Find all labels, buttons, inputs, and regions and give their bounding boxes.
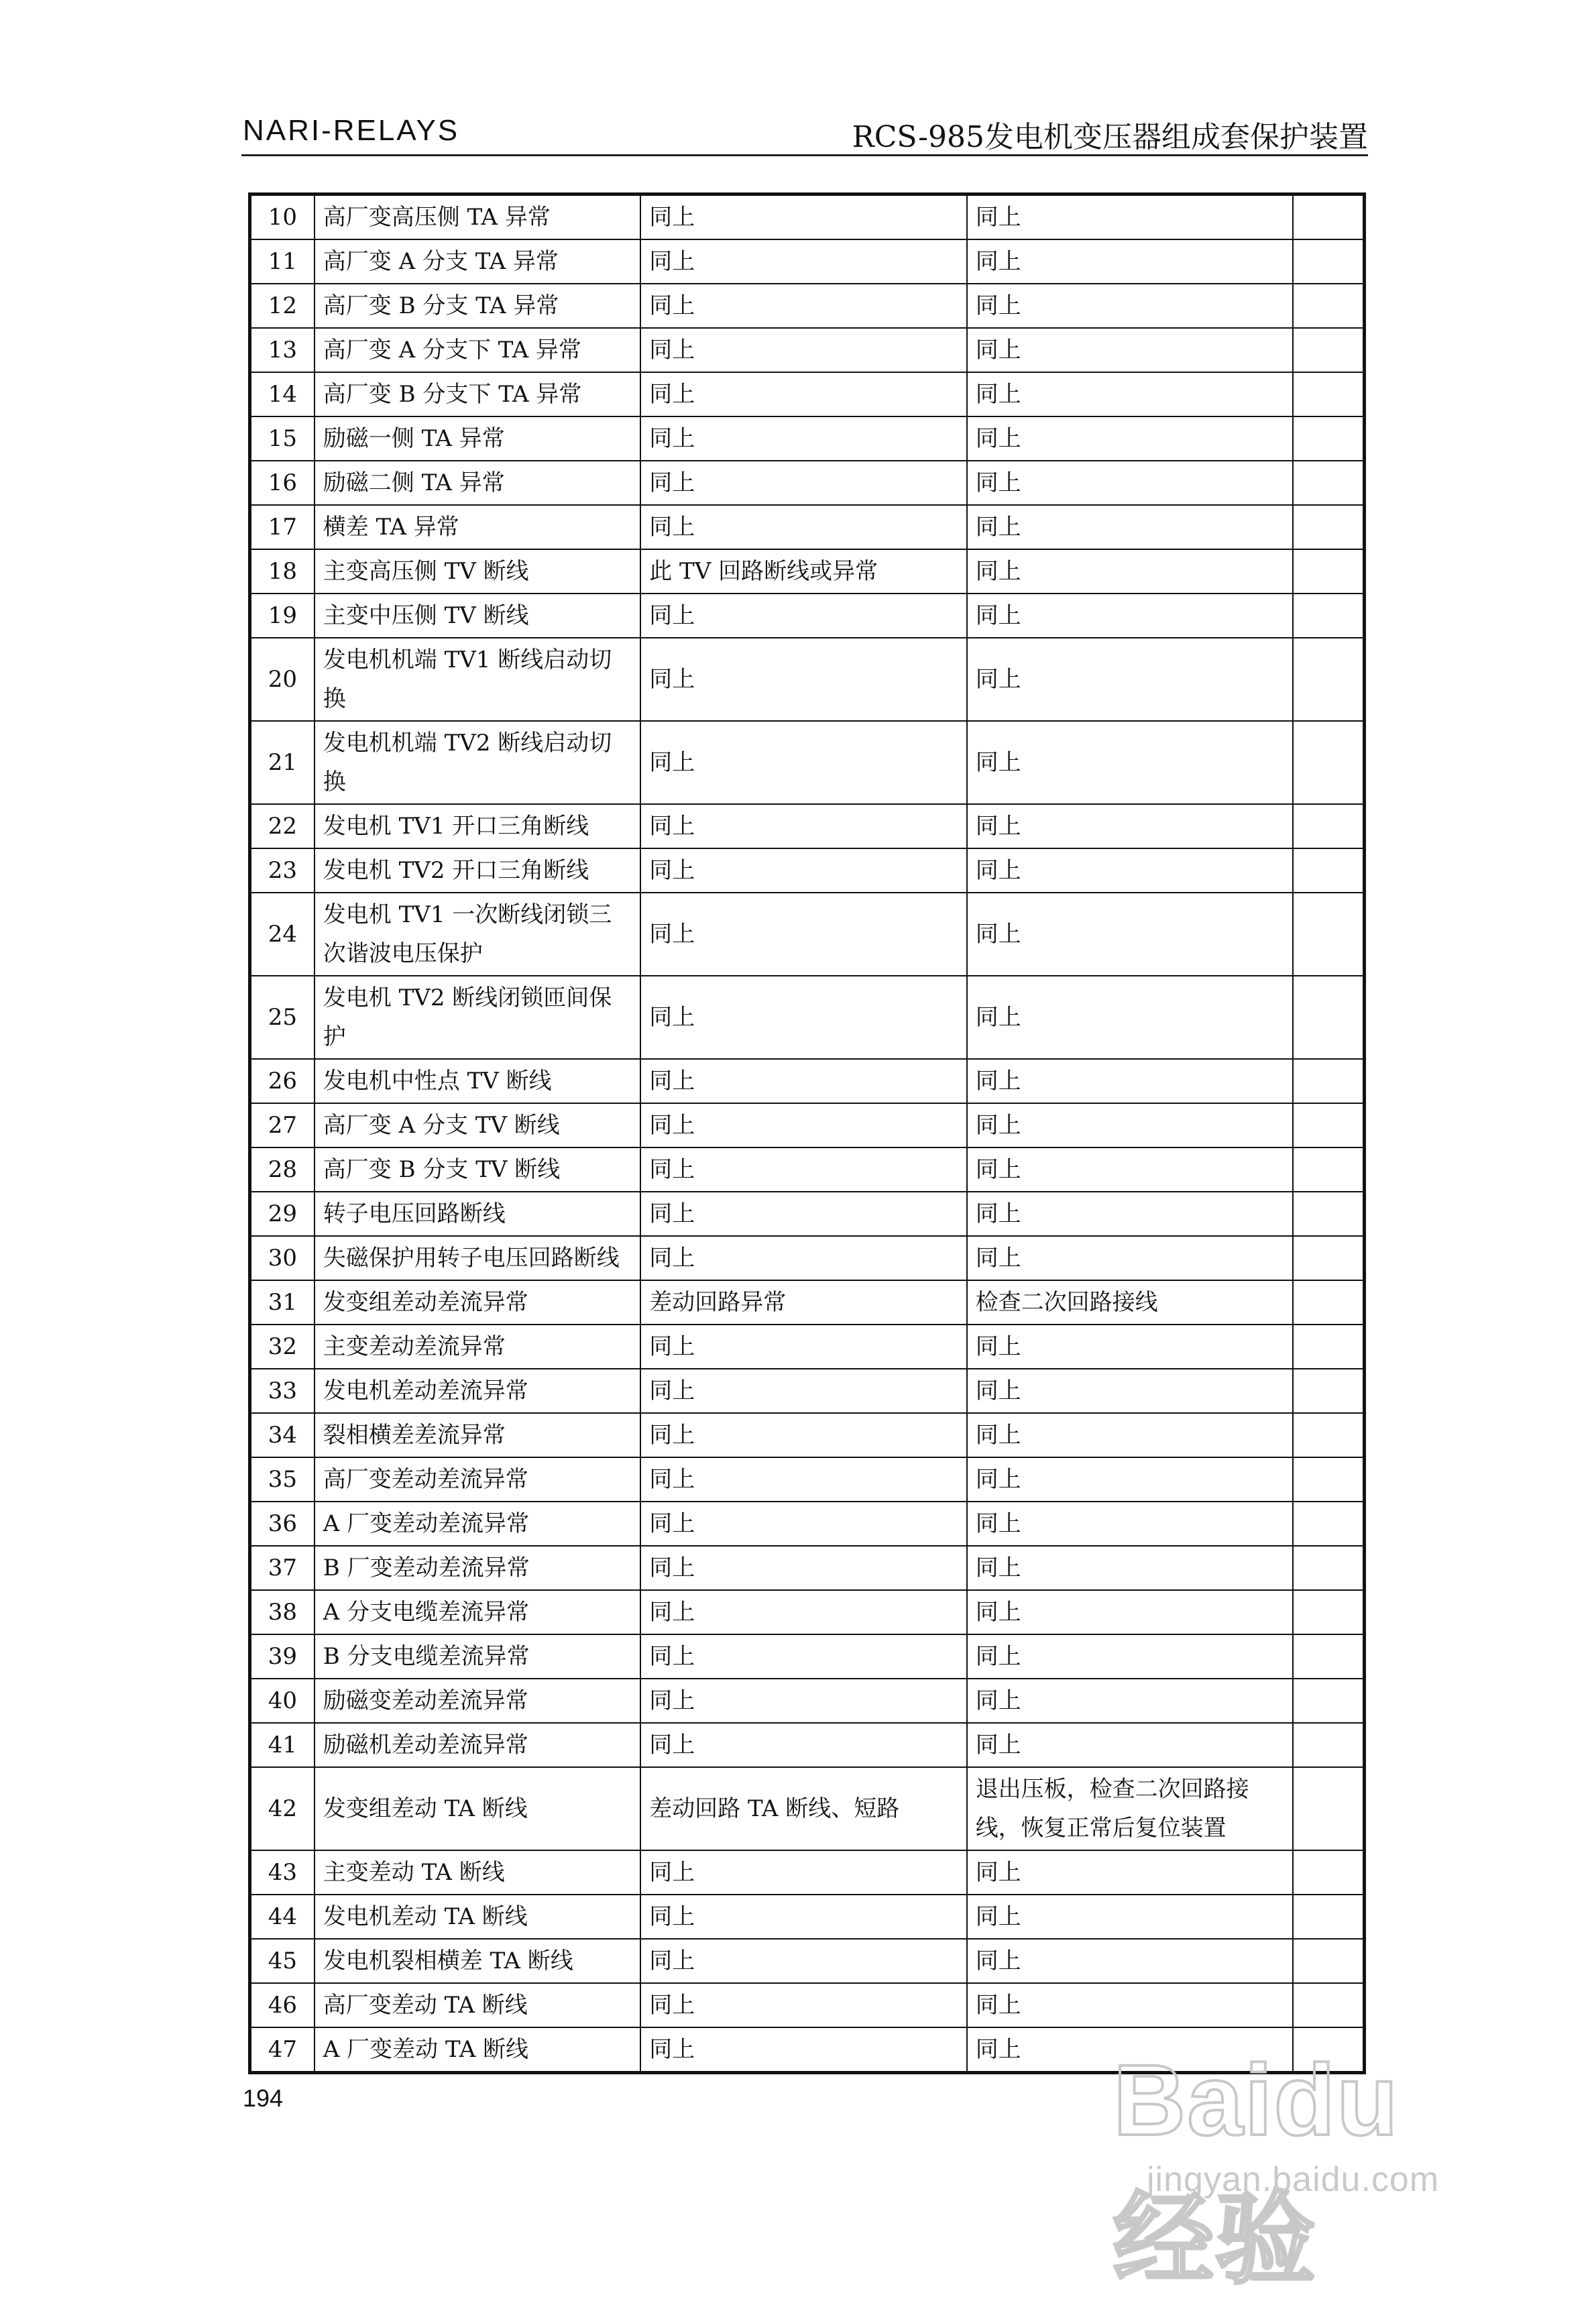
row-number: 19: [250, 594, 315, 638]
row-number: 31: [250, 1280, 315, 1325]
alarm-remark: [1293, 239, 1364, 284]
alarm-meaning: 同上: [640, 284, 966, 328]
alarm-remark: [1293, 549, 1364, 594]
alarm-meaning: 同上: [640, 594, 966, 638]
alarm-name: 发变组差动差流异常: [315, 1280, 640, 1325]
alarm-meaning: 同上: [640, 194, 966, 240]
alarm-remark: [1293, 893, 1364, 976]
alarm-name: 高厂变 B 分支 TV 断线: [315, 1147, 640, 1192]
table-row: [250, 239, 1365, 284]
alarm-remark: [1293, 1679, 1364, 1723]
table-row: [250, 284, 1365, 328]
alarm-action: 同上: [967, 804, 1293, 848]
watermark-logo: Baidu 经验: [1113, 2043, 1400, 2296]
alarm-remark: [1293, 1457, 1364, 1502]
alarm-name: A 厂变差动 TA 断线: [315, 2027, 640, 2073]
row-number: 17: [250, 505, 315, 549]
alarm-action: 同上: [967, 1457, 1293, 1502]
alarm-action: 同上: [967, 549, 1293, 594]
table-row: [250, 505, 1365, 549]
watermark-url: jingyan.baidu.com: [1147, 2160, 1440, 2199]
alarm-name: 高厂变高压侧 TA 异常: [315, 194, 640, 240]
alarm-action: 退出压板，检查二次回路接线，恢复正常后复位装置: [967, 1767, 1293, 1850]
table-row: [250, 1502, 1365, 1546]
alarm-meaning: 同上: [640, 1983, 966, 2027]
alarm-meaning: 同上: [640, 1590, 966, 1634]
table-row: [250, 1325, 1365, 1369]
alarm-remark: [1293, 1325, 1364, 1369]
alarm-action: 同上: [967, 721, 1293, 804]
row-number: 27: [250, 1103, 315, 1147]
table-row: [250, 1147, 1365, 1192]
alarm-remark: [1293, 1590, 1364, 1634]
alarm-remark: [1293, 1147, 1364, 1192]
alarm-remark: [1293, 976, 1364, 1059]
alarm-action: 同上: [967, 284, 1293, 328]
alarm-action: 同上: [967, 1325, 1293, 1369]
alarm-meaning: 同上: [640, 1679, 966, 1723]
alarm-meaning: 同上: [640, 976, 966, 1059]
alarm-name: 主变差动差流异常: [315, 1325, 640, 1369]
alarm-name: 发电机差动 TA 断线: [315, 1895, 640, 1939]
alarm-remark: [1293, 1939, 1364, 1983]
alarm-name: 高厂变 A 分支 TV 断线: [315, 1103, 640, 1147]
alarm-remark: [1293, 1059, 1364, 1103]
alarm-name: 励磁一侧 TA 异常: [315, 416, 640, 461]
alarm-name: 发电机中性点 TV 断线: [315, 1059, 640, 1103]
alarm-remark: [1293, 1546, 1364, 1590]
header-document-title: RCS-985发电机变压器组成套保护装置: [852, 120, 1368, 154]
row-number: 38: [250, 1590, 315, 1634]
table-row: [250, 1895, 1365, 1939]
table-row: [250, 1103, 1365, 1147]
table-row: [250, 893, 1365, 976]
table-row: [250, 721, 1365, 804]
alarm-remark: [1293, 1502, 1364, 1546]
alarm-name: 发电机 TV2 断线闭锁匝间保护: [315, 976, 640, 1059]
alarm-action: 同上: [967, 1723, 1293, 1767]
table-row: [250, 1939, 1365, 1983]
alarm-action: 同上: [967, 638, 1293, 721]
alarm-remark: [1293, 1767, 1364, 1850]
alarm-meaning: 同上: [640, 1457, 966, 1502]
row-number: 39: [250, 1634, 315, 1679]
table-row: [250, 976, 1365, 1059]
alarm-action: 同上: [967, 1590, 1293, 1634]
alarm-meaning: 同上: [640, 1103, 966, 1147]
alarm-name: 发电机机端 TV1 断线启动切换: [315, 638, 640, 721]
alarm-remark: [1293, 1634, 1364, 1679]
row-number: 43: [250, 1850, 315, 1895]
alarm-remark: [1293, 372, 1364, 416]
alarm-meaning: 同上: [640, 893, 966, 976]
alarm-meaning: 同上: [640, 638, 966, 721]
alarm-action: 同上: [967, 194, 1293, 240]
row-number: 30: [250, 1236, 315, 1280]
alarm-meaning: 同上: [640, 1895, 966, 1939]
row-number: 20: [250, 638, 315, 721]
alarm-action: 同上: [967, 1059, 1293, 1103]
table-row: [250, 1679, 1365, 1723]
alarm-meaning: 同上: [640, 1147, 966, 1192]
alarm-action: 同上: [967, 1895, 1293, 1939]
header-brand: NARI-RELAYS: [243, 114, 460, 147]
alarm-meaning: 同上: [640, 461, 966, 505]
alarm-name: 发电机 TV1 一次断线闭锁三次谐波电压保护: [315, 893, 640, 976]
alarm-action: 同上: [967, 1634, 1293, 1679]
alarm-name: 横差 TA 异常: [315, 505, 640, 549]
alarm-name: A 厂变差动差流异常: [315, 1502, 640, 1546]
alarm-meaning: 同上: [640, 1413, 966, 1457]
row-number: 44: [250, 1895, 315, 1939]
alarm-action: 同上: [967, 1502, 1293, 1546]
alarm-name: 发电机差动差流异常: [315, 1369, 640, 1413]
table-row: [250, 848, 1365, 893]
alarm-remark: [1293, 1192, 1364, 1236]
alarm-table: [248, 192, 1366, 2074]
alarm-meaning: 差动回路 TA 断线、短路: [640, 1767, 966, 1850]
row-number: 14: [250, 372, 315, 416]
alarm-action: 同上: [967, 328, 1293, 372]
alarm-name: 主变高压侧 TV 断线: [315, 549, 640, 594]
alarm-meaning: 同上: [640, 721, 966, 804]
table-row: [250, 804, 1365, 848]
row-number: 16: [250, 461, 315, 505]
table-row: [250, 1767, 1365, 1850]
alarm-meaning: 同上: [640, 1192, 966, 1236]
alarm-action: 同上: [967, 416, 1293, 461]
alarm-meaning: 同上: [640, 416, 966, 461]
table-row: [250, 1192, 1365, 1236]
table-row: [250, 1457, 1365, 1502]
alarm-meaning: 同上: [640, 1546, 966, 1590]
row-number: 42: [250, 1767, 315, 1850]
alarm-meaning: 同上: [640, 1369, 966, 1413]
table-row: [250, 1369, 1365, 1413]
row-number: 28: [250, 1147, 315, 1192]
row-number: 26: [250, 1059, 315, 1103]
table-row: [250, 416, 1365, 461]
alarm-remark: [1293, 594, 1364, 638]
alarm-name: 高厂变 B 分支 TA 异常: [315, 284, 640, 328]
row-number: 35: [250, 1457, 315, 1502]
alarm-meaning: 同上: [640, 1236, 966, 1280]
alarm-action: 同上: [967, 1679, 1293, 1723]
baidu-jingyan-watermark: [1113, 2042, 1529, 2296]
alarm-name: 高厂变 B 分支下 TA 异常: [315, 372, 640, 416]
alarm-remark: [1293, 505, 1364, 549]
table-row: [250, 1236, 1365, 1280]
alarm-meaning: 同上: [640, 1325, 966, 1369]
alarm-action: 同上: [967, 1147, 1293, 1192]
row-number: 45: [250, 1939, 315, 1983]
table-row: [250, 549, 1365, 594]
table-row: [250, 461, 1365, 505]
table-row: [250, 1983, 1365, 2027]
alarm-action: 同上: [967, 1413, 1293, 1457]
row-number: 40: [250, 1679, 315, 1723]
alarm-action: 同上: [967, 1850, 1293, 1895]
alarm-remark: [1293, 1280, 1364, 1325]
alarm-name: 发电机裂相横差 TA 断线: [315, 1939, 640, 1983]
alarm-meaning: 同上: [640, 1502, 966, 1546]
row-number: 36: [250, 1502, 315, 1546]
row-number: 23: [250, 848, 315, 893]
alarm-meaning: 同上: [640, 1723, 966, 1767]
alarm-remark: [1293, 1369, 1364, 1413]
alarm-name: 发电机机端 TV2 断线启动切换: [315, 721, 640, 804]
row-number: 15: [250, 416, 315, 461]
alarm-remark: [1293, 194, 1364, 240]
alarm-meaning: 同上: [640, 804, 966, 848]
row-number: 12: [250, 284, 315, 328]
alarm-remark: [1293, 328, 1364, 372]
row-number: 32: [250, 1325, 315, 1369]
alarm-action: 同上: [967, 2027, 1293, 2073]
alarm-remark: [1293, 284, 1364, 328]
alarm-name: 发电机 TV2 开口三角断线: [315, 848, 640, 893]
alarm-meaning: 同上: [640, 1059, 966, 1103]
alarm-name: 主变中压侧 TV 断线: [315, 594, 640, 638]
alarm-action: 同上: [967, 1103, 1293, 1147]
row-number: 13: [250, 328, 315, 372]
alarm-name: 高厂变差动差流异常: [315, 1457, 640, 1502]
alarm-action: 同上: [967, 372, 1293, 416]
row-number: 46: [250, 1983, 315, 2027]
alarm-name: B 厂变差动差流异常: [315, 1546, 640, 1590]
row-number: 21: [250, 721, 315, 804]
alarm-name: 高厂变差动 TA 断线: [315, 1983, 640, 2027]
alarm-action: 同上: [967, 1192, 1293, 1236]
row-number: 41: [250, 1723, 315, 1767]
alarm-meaning: 同上: [640, 1850, 966, 1895]
row-number: 25: [250, 976, 315, 1059]
alarm-meaning: 同上: [640, 372, 966, 416]
row-number: 34: [250, 1413, 315, 1457]
alarm-name: A 分支电缆差流异常: [315, 1590, 640, 1634]
alarm-meaning: 同上: [640, 2027, 966, 2073]
alarm-name: 失磁保护用转子电压回路断线: [315, 1236, 640, 1280]
alarm-name: 励磁机差动差流异常: [315, 1723, 640, 1767]
alarm-name: 发电机 TV1 开口三角断线: [315, 804, 640, 848]
alarm-remark: [1293, 848, 1364, 893]
alarm-action: 同上: [967, 239, 1293, 284]
alarm-action: 同上: [967, 976, 1293, 1059]
alarm-remark: [1293, 721, 1364, 804]
alarm-meaning: 同上: [640, 239, 966, 284]
row-number: 10: [250, 194, 315, 240]
table-row: [250, 594, 1365, 638]
alarm-action: 检查二次回路接线: [967, 1280, 1293, 1325]
alarm-meaning: 同上: [640, 1634, 966, 1679]
alarm-remark: [1293, 461, 1364, 505]
alarm-remark: [1293, 1236, 1364, 1280]
table-row: [250, 1634, 1365, 1679]
row-number: 18: [250, 549, 315, 594]
alarm-action: 同上: [967, 1939, 1293, 1983]
alarm-name: 裂相横差差流异常: [315, 1413, 640, 1457]
table-row: [250, 1413, 1365, 1457]
table-row: [250, 1280, 1365, 1325]
alarm-name: 转子电压回路断线: [315, 1192, 640, 1236]
table-row: [250, 1590, 1365, 1634]
alarm-action: 同上: [967, 1983, 1293, 2027]
alarm-remark: [1293, 1983, 1364, 2027]
alarm-name: 高厂变 A 分支 TA 异常: [315, 239, 640, 284]
alarm-action: 同上: [967, 893, 1293, 976]
alarm-table-body: [250, 194, 1365, 2073]
row-number: 47: [250, 2027, 315, 2073]
table-row: [250, 1723, 1365, 1767]
alarm-remark: [1293, 1103, 1364, 1147]
alarm-name: 主变差动 TA 断线: [315, 1850, 640, 1895]
table-row: [250, 1850, 1365, 1895]
alarm-meaning: 同上: [640, 1939, 966, 1983]
alarm-meaning: 差动回路异常: [640, 1280, 966, 1325]
alarm-remark: [1293, 1895, 1364, 1939]
row-number: 33: [250, 1369, 315, 1413]
alarm-name: B 分支电缆差流异常: [315, 1634, 640, 1679]
row-number: 29: [250, 1192, 315, 1236]
alarm-action: 同上: [967, 594, 1293, 638]
alarm-name: 发变组差动 TA 断线: [315, 1767, 640, 1850]
alarm-meaning: 此 TV 回路断线或异常: [640, 549, 966, 594]
table-row: [250, 638, 1365, 721]
table-row: [250, 328, 1365, 372]
row-number: 11: [250, 239, 315, 284]
alarm-meaning: 同上: [640, 328, 966, 372]
page-number: 194: [243, 2084, 284, 2112]
alarm-remark: [1293, 638, 1364, 721]
header-divider: [241, 154, 1368, 156]
alarm-remark: [1293, 416, 1364, 461]
alarm-action: 同上: [967, 1369, 1293, 1413]
row-number: 37: [250, 1546, 315, 1590]
row-number: 24: [250, 893, 315, 976]
alarm-action: 同上: [967, 1546, 1293, 1590]
alarm-meaning: 同上: [640, 848, 966, 893]
alarm-action: 同上: [967, 461, 1293, 505]
table-row: [250, 1059, 1365, 1103]
alarm-name: 励磁二侧 TA 异常: [315, 461, 640, 505]
alarm-action: 同上: [967, 1236, 1293, 1280]
row-number: 22: [250, 804, 315, 848]
alarm-remark: [1293, 1413, 1364, 1457]
alarm-action: 同上: [967, 505, 1293, 549]
alarm-name: 励磁变差动差流异常: [315, 1679, 640, 1723]
table-row: [250, 1546, 1365, 1590]
alarm-name: 高厂变 A 分支下 TA 异常: [315, 328, 640, 372]
table-row: [250, 372, 1365, 416]
table-row: [250, 194, 1365, 240]
alarm-remark: [1293, 804, 1364, 848]
alarm-remark: [1293, 1850, 1364, 1895]
alarm-meaning: 同上: [640, 505, 966, 549]
alarm-remark: [1293, 1723, 1364, 1767]
alarm-action: 同上: [967, 848, 1293, 893]
